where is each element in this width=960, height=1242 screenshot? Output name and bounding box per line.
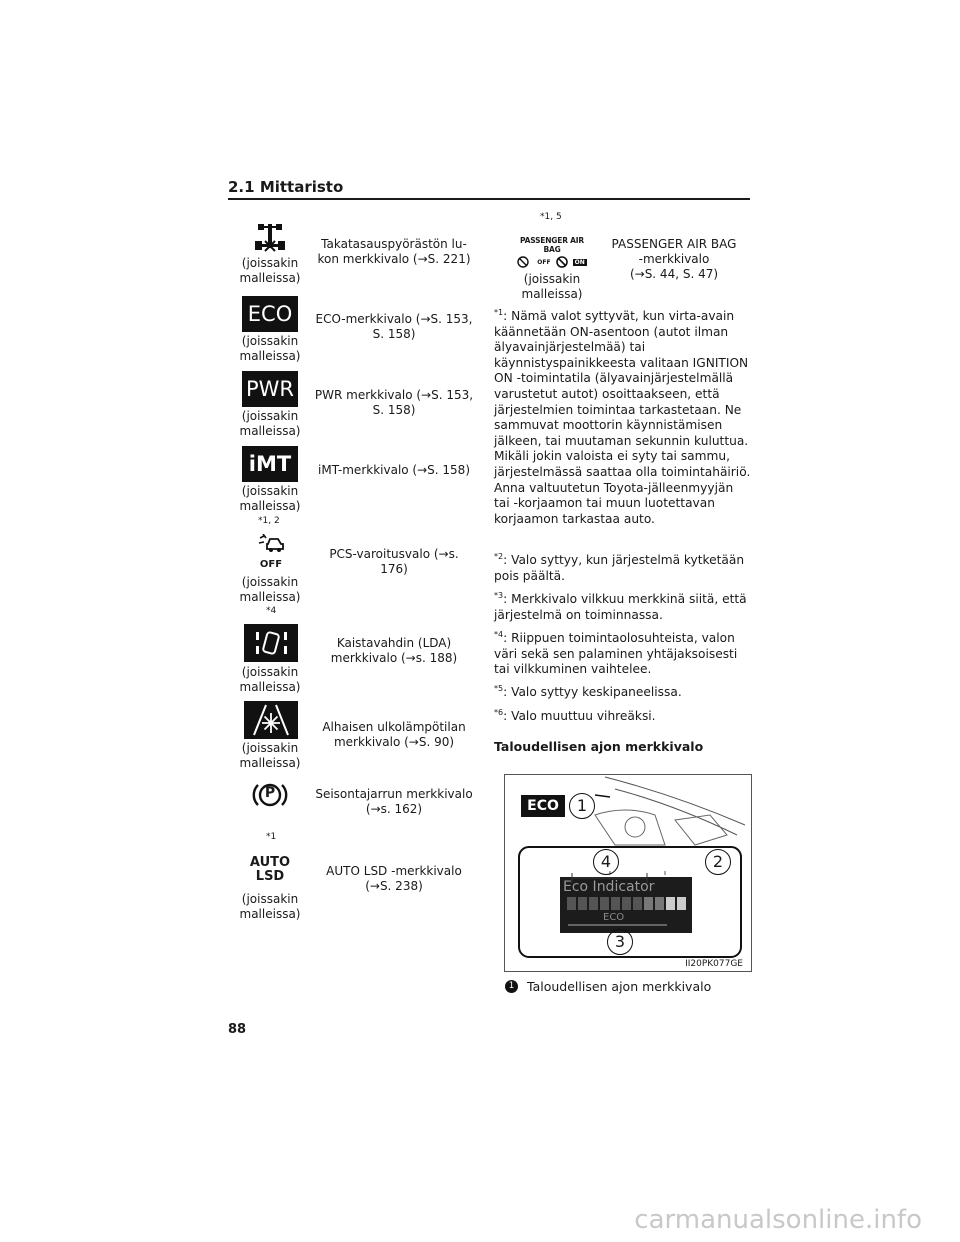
entry-desc: Alhaisen ulkolämpötilan merkkivalo (→S. 90): [322, 720, 466, 749]
callout-3: 3: [607, 929, 633, 955]
footnote: [494, 553, 752, 584]
callout-4: 4: [593, 849, 619, 875]
footnote: [494, 309, 752, 527]
eco-heading: Taloudellisen ajon merkkivalo: [494, 739, 704, 754]
airbag-desc-line1: PASSENGER AIR BAG: [611, 237, 737, 251]
footnote-mark: *2: [494, 551, 504, 561]
eco-icon: ECO: [242, 296, 298, 332]
airbag-on-label: ON: [574, 258, 585, 266]
footnote-text: : Riippuen toimintaolosuhteista, valon väri sekä sen palaminen yhtäjaksoisesti tai vilkkuminen vaihtelee.: [494, 631, 738, 677]
section-title: [228, 178, 343, 196]
eco-badge: ECO: [521, 795, 565, 817]
legend-num-1: 1: [505, 980, 518, 993]
airbag-icon-title: PASSENGER AIR BAG: [520, 236, 584, 254]
auto-lsd-icon: AUTO LSD: [249, 855, 291, 884]
entry-desc: Kaistavahdin (LDA) merkkivalo (→s. 188): [330, 636, 458, 665]
footnote-text: : Valo syttyy, kun järjestelmä kytketään pois päältä.: [494, 553, 745, 583]
airbag-desc-line2: -merkkivalo: [638, 252, 710, 266]
entry-superscript: *1: [266, 832, 277, 842]
callout-1: 1: [569, 793, 595, 819]
footnote-mark: *1: [494, 307, 504, 317]
entry-desc: Seisontajarrun merkkivalo (→s. 162): [315, 787, 473, 816]
page-number: 88: [228, 1022, 247, 1037]
entry-note: (joissakin malleissa): [239, 484, 301, 513]
entry-desc: ECO-merkkivalo (→S. 153, S. 158): [315, 312, 473, 341]
entry-superscript: *1, 2: [258, 516, 280, 526]
footnote-text: : Merkkivalo vilkkuu merkkinä siitä, että järjestelmä on toiminnassa.: [494, 592, 747, 622]
entry-note: (joissakin malleissa): [239, 665, 301, 694]
passenger-airbag-icon: [512, 236, 592, 266]
eco-indicator-illustration: [504, 774, 752, 972]
illustration-code: II20PK077GE: [685, 959, 743, 969]
footnote-mark: *4: [494, 629, 504, 639]
entry-desc: PCS-varoitusvalo (→s. 176): [329, 547, 459, 576]
section-rule: [228, 198, 750, 200]
footnote: [494, 709, 752, 725]
entry-note: (joissakin malleissa): [239, 334, 301, 363]
entry-desc: Takatasauspyörästön lu-kon merkkivalo (→S. 221): [317, 237, 471, 266]
entry-superscript: *4: [266, 606, 277, 616]
rear-steering-icon: [252, 222, 288, 252]
footnote-mark: *3: [494, 590, 504, 600]
footnote-mark: *5: [494, 683, 504, 693]
footnote-text: : Valo syttyy keskipaneelissa.: [503, 685, 682, 699]
low-temp-icon: [244, 701, 298, 739]
entry-desc: PWR merkkivalo (→S. 153, S. 158): [314, 388, 474, 417]
imt-icon: iMT: [242, 446, 298, 482]
airbag-off-label: OFF: [537, 258, 551, 266]
indicator-title: Eco Indicator: [563, 879, 655, 895]
eco-zone-label: ECO: [603, 912, 625, 923]
watermark: carmanualsonline.info: [634, 1205, 922, 1235]
parking-brake-letter: P: [264, 785, 276, 801]
airbag-desc-line3: (→S. 44, S. 47): [629, 267, 719, 281]
entry-note: (joissakin malleissa): [239, 409, 301, 438]
footnote-text: : Nämä valot syttyvät, kun virta-avain käännetään ON-asentoon (autot ilman älyavainjärjestelmää) tai käynnistyspainikkeesta valitaan IGNITION ON -toimintatila (älyavainjärjestelmällä varustetut autot) osoittaakseen, että järjestelmien toimintaa tarkastetaan. Ne sammuvat moottorin käynnistämisen jälkeen, tai muutaman sekunnin kuluttua. Mikäli jokin valoista ei syty tai sammu, järjestelmässä saattaa olla toimintahäiriö. Anna valtuutetun Toyota-jälleenmyyjän tai -korjaamon tai muun luotettavan korjaamon tarkastaa auto.: [494, 309, 751, 526]
entry-note: (joissakin malleissa): [239, 741, 301, 770]
legend-text: Taloudellisen ajon merkkivalo: [527, 979, 712, 994]
footnote: [494, 592, 752, 623]
pcs-warning-icon: [256, 534, 286, 570]
entry-note: (joissakin malleissa): [239, 256, 301, 285]
footnote: [494, 631, 752, 678]
section-title-text: Mittaristo: [259, 178, 344, 196]
entry-desc: iMT-merkkivalo (→S. 158): [318, 463, 470, 477]
footnote: [494, 685, 752, 701]
airbag-superscript: *1, 5: [540, 212, 562, 222]
entry-desc: AUTO LSD -merkkivalo (→S. 238): [326, 864, 462, 893]
section-number: 2.1: [228, 178, 255, 196]
eco-zone-bars: [567, 897, 686, 910]
footnote-text: : Valo muuttuu vihreäksi.: [503, 709, 656, 723]
lane-departure-icon: [244, 624, 298, 662]
footnote-mark: *6: [494, 707, 504, 717]
pwr-icon: PWR: [242, 371, 298, 407]
airbag-note: (joissakin malleissa): [521, 272, 583, 301]
pcs-off-label: OFF: [259, 559, 283, 570]
entry-note: (joissakin malleissa): [239, 892, 301, 921]
entry-note: (joissakin malleissa): [239, 575, 301, 604]
callout-2: 2: [705, 849, 731, 875]
parking-brake-icon: [252, 780, 288, 810]
airbag-desc: [604, 237, 744, 282]
